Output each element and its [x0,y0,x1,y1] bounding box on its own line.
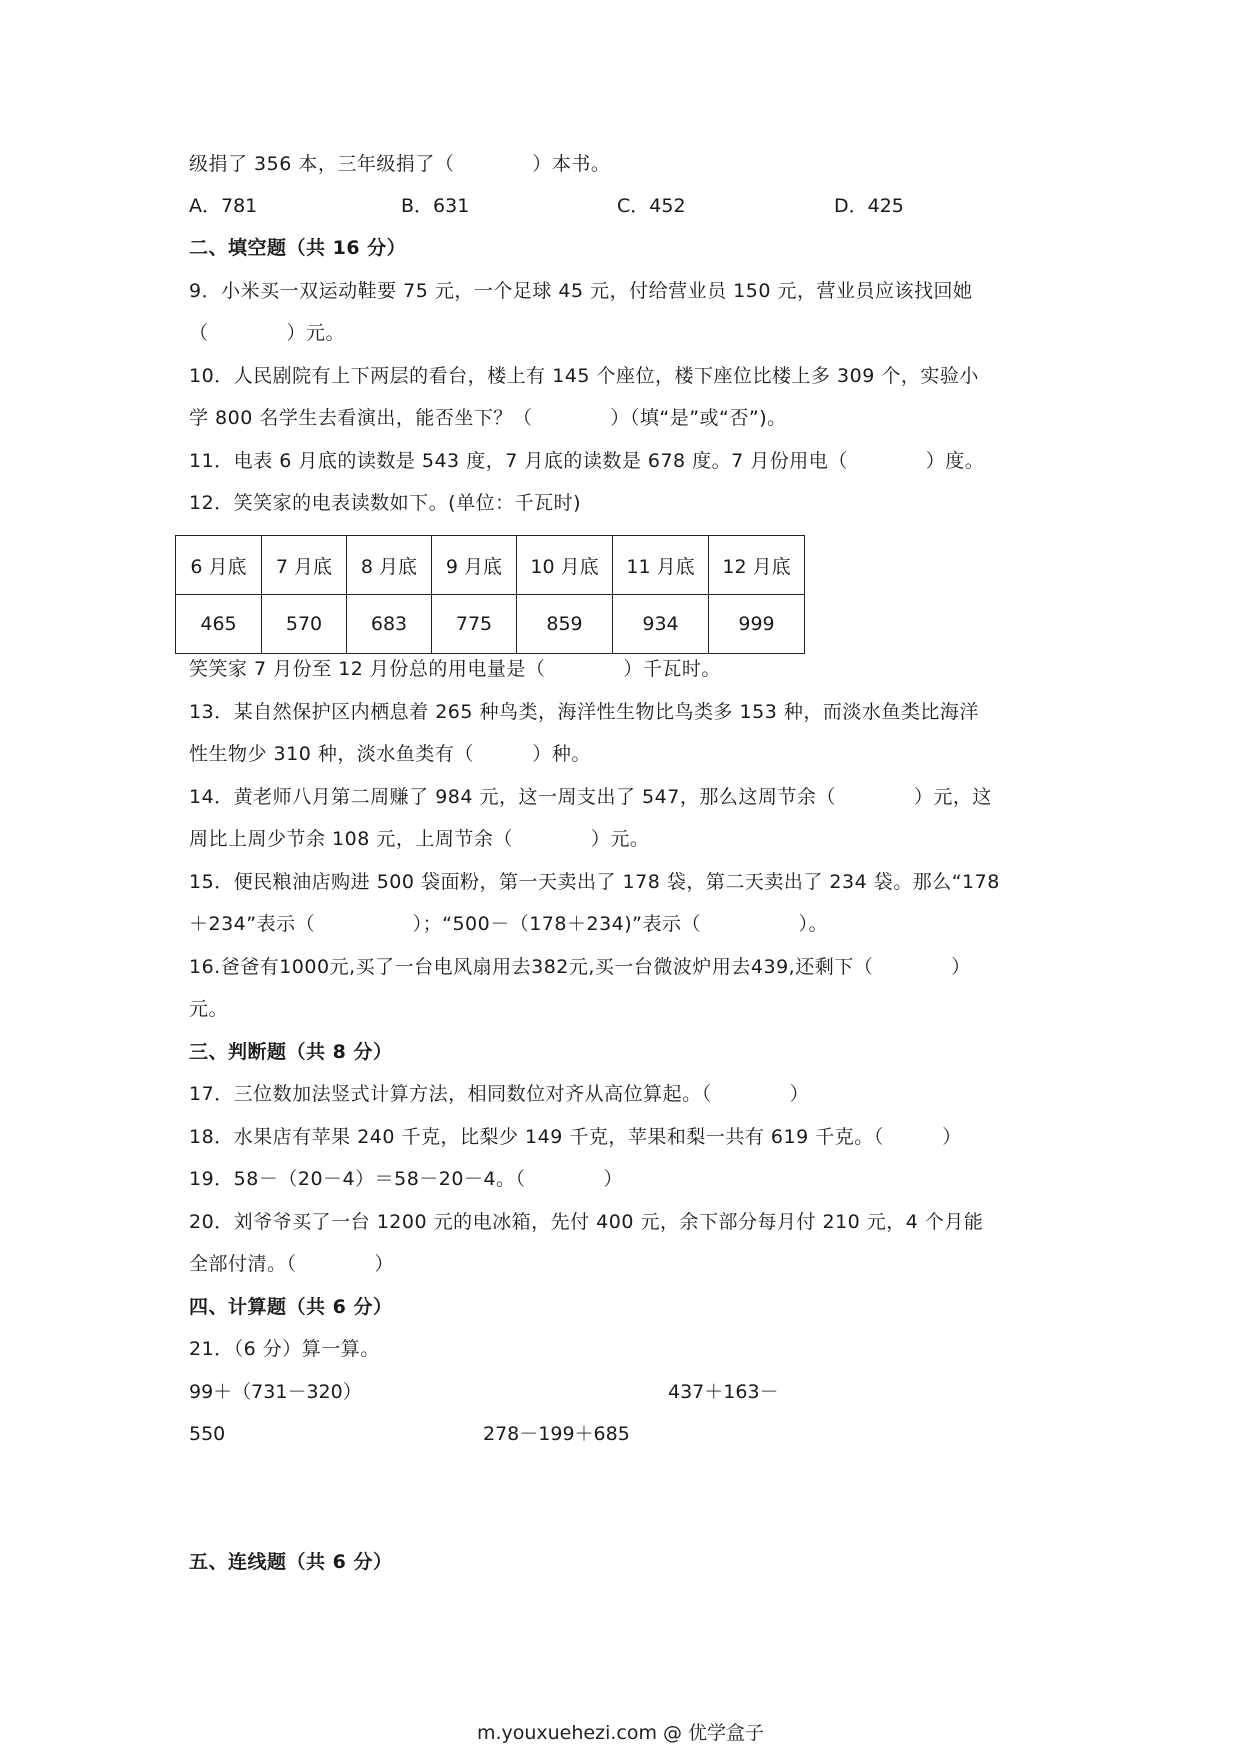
question-13-line-2: 性生物少 310 种，淡水鱼类有（ ）种。 [189,743,591,765]
table-value-row [176,595,805,654]
table-value-cell: 775 [432,595,517,654]
question-18: 18．水果店有苹果 240 千克，比梨少 149 千克，苹果和梨一共有 619 千克。（ ） [189,1126,962,1148]
table-value-cell: 570 [262,595,347,654]
question-21: 21．（6 分）算一算。 [189,1338,380,1360]
calc-expression-2: 437＋163－ [668,1381,779,1403]
option-b: B．631 [401,195,470,217]
table-header-cell: 9 月底 [432,536,517,595]
question-8-continued: 级捐了 356 本，三年级捐了（ ）本书。 [189,153,611,175]
table-value-cell: 859 [517,595,613,654]
question-11: 11．电表 6 月底的读数是 543 度，7 月底的读数是 678 度。7 月份用电（ ）度。 [189,450,985,472]
section-heading-matching: 五、连线题（共 6 分） [189,1551,393,1573]
question-12: 12．笑笑家的电表读数如下。(单位：千瓦时) [189,492,582,514]
question-10-line-1: 10．人民剧院有上下两层的看台，楼上有 145 个座位，楼下座位比楼上多 309 个，实验小 [189,365,979,387]
question-20-line-1: 20．刘爷爷买了一台 1200 元的电冰箱，先付 400 元，余下部分每月付 210 元，4 个月能 [189,1211,984,1233]
option-a: A．781 [189,195,258,217]
section-heading-fill-blank: 二、填空题（共 16 分） [189,237,407,259]
question-9-line-2: （ ）元。 [189,322,346,344]
footer-source: m.youxuehezi.com @ 优学盒子 [476,1722,765,1744]
question-10-line-2: 学 800 名学生去看演出，能否坐下？（ ）（填“是”或“否”)。 [189,407,787,429]
question-16-line-2: 元。 [189,998,229,1020]
question-15-line-1: 15．便民粮油店购进 500 袋面粉，第一天卖出了 178 袋，第二天卖出了 234 袋。那么“178 [189,871,1000,893]
table-value-cell: 683 [347,595,432,654]
question-15-line-2: ＋234”表示（ ）；“500－（178＋234)”表示（ ）。 [189,913,829,935]
question-19: 19．58－（20－4）＝58－20－4。（ ） [189,1168,624,1190]
table-value-cell: 999 [709,595,805,654]
table-header-cell: 12 月底 [709,536,805,595]
question-14-line-1: 14．黄老师八月第二周赚了 984 元，这一周支出了 547，那么这周节余（ ）元，这 [189,786,992,808]
question-20-line-2: 全部付清。（ ） [189,1253,395,1275]
question-9-line-1: 9．小米买一双运动鞋要 75 元，一个足球 45 元，付给营业员 150 元，营业员应该找回她 [189,280,973,302]
section-heading-true-false: 三、判断题（共 8 分） [189,1041,393,1063]
table-header-cell: 7 月底 [262,536,347,595]
option-d: D．425 [834,195,904,217]
section-heading-calculation: 四、计算题（共 6 分） [189,1296,393,1318]
question-12-prompt: 笑笑家 7 月份至 12 月份总的用电量是（ ）千瓦时。 [189,658,721,680]
table-header-cell: 8 月底 [347,536,432,595]
table-header-row [176,536,805,595]
calc-expression-1: 99＋（731－320） [189,1381,362,1403]
option-c: C．452 [617,195,686,217]
table-value-cell: 465 [176,595,262,654]
question-13-line-1: 13．某自然保护区内栖息着 265 种鸟类，海洋性生物比鸟类多 153 种，而淡水鱼类比海洋 [189,701,979,723]
table-value-cell: 934 [613,595,709,654]
calc-expression-2-continued: 550 [189,1423,226,1445]
table-header-cell: 11 月底 [613,536,709,595]
table-header-cell: 6 月底 [176,536,262,595]
meter-reading-table [175,535,805,654]
question-14-line-2: 周比上周少节余 108 元，上周节余（ ）元。 [189,828,650,850]
calc-expression-3: 278－199＋685 [483,1423,630,1445]
question-16-line-1: 16.爸爸有1000元,买了一台电风扇用去382元,买一台微波炉用去439,还剩下（ ） [189,956,971,978]
question-17: 17．三位数加法竖式计算方法，相同数位对齐从高位算起。（ ） [189,1083,810,1105]
table-header-cell: 10 月底 [517,536,613,595]
